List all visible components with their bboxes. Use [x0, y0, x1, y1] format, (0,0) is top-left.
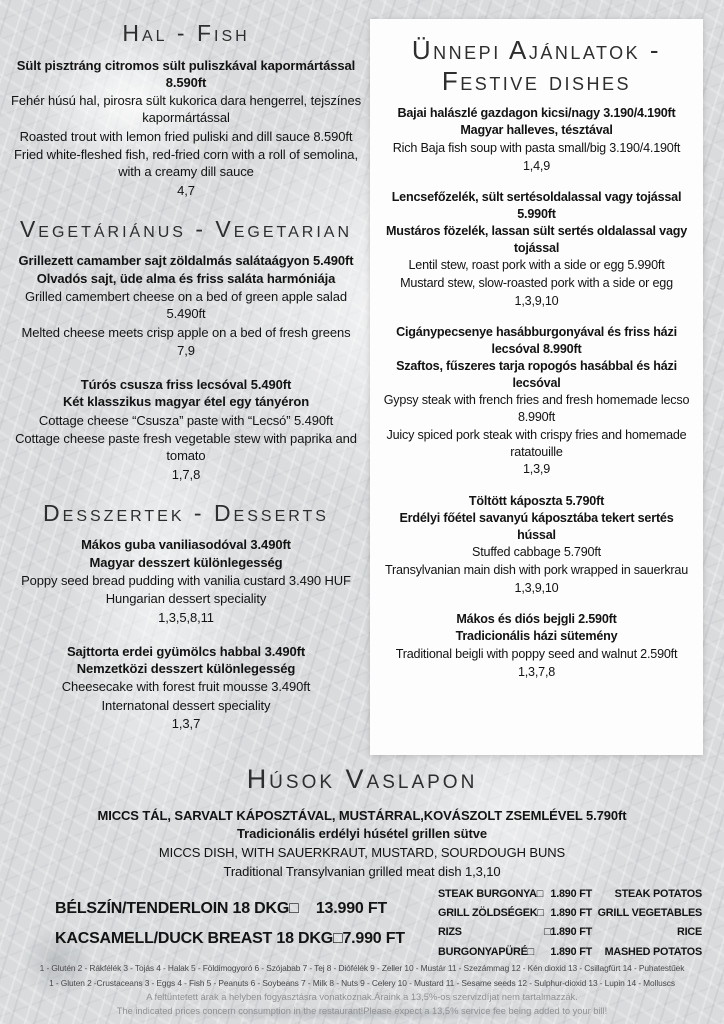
item-description-line: 1,3,7 — [171, 715, 201, 731]
price-row-label: MASHED POTATOS — [604, 945, 702, 958]
item-title-line: Sült pisztráng citromos sült puliszkával kapormártással 8.590ft — [16, 57, 356, 90]
item-description-line: Rich Baja fish soup with pasta small/big 3.190/4.190ft — [392, 140, 681, 155]
festive-title-line1: Ünnepi Ajánlatok - — [411, 35, 662, 65]
item-description-line: Internatonal dessert speciality — [101, 697, 271, 713]
item-description-line: Transylvanian main dish with pork wrapped in sauerkrau — [384, 563, 689, 577]
price-row — [55, 924, 405, 954]
price-row — [594, 923, 702, 942]
fish-items — [8, 57, 364, 199]
menu-item — [8, 643, 364, 732]
menu-item — [8, 57, 364, 199]
price-row-label: BÉLSZÍN/TENDERLOIN 18 DKG□ — [55, 900, 299, 917]
menu-item — [381, 324, 692, 478]
price-row-label: STEAK POTATOS — [614, 888, 702, 900]
price-row — [594, 885, 702, 904]
festive-title-line2: Festive dishes — [441, 66, 632, 97]
left-column — [8, 20, 364, 749]
menu-item — [381, 493, 692, 596]
price-row — [55, 894, 387, 924]
price-list-sides-en — [594, 885, 702, 962]
item-title-line: Két klasszikus magyar étel egy tányéron — [62, 394, 310, 410]
price-row-label: RICE — [677, 926, 702, 939]
desserts-items — [8, 536, 364, 732]
menu-item — [381, 105, 692, 174]
item-description-line: Traditional Transylvanian grilled meat dish 1,3,10 — [223, 864, 501, 880]
item-description-line: Melted cheese meets crisp apple on a bed of fresh greens — [21, 324, 351, 340]
item-description-line: Cottage cheese “Csusza” paste with “Lecsó” 5.490ft — [38, 412, 334, 428]
item-description-line: Juicy spiced pork steak with crispy fries and homemade ratatouille — [386, 427, 687, 459]
item-description-line: Mustard stew, slow-roasted pork with a side or egg — [400, 275, 673, 290]
price-row-label: RIZS — [438, 926, 462, 939]
item-title-line: Olvadós sajt, üde alma és friss saláta harmóniája — [36, 270, 336, 286]
price-list-mains — [55, 894, 405, 953]
price-row-value: □1.890 FT — [544, 926, 592, 939]
item-description-line: Hungarian dessert speciality — [105, 591, 267, 607]
menu-item — [381, 189, 692, 309]
item-description-line: 1,3,5,8,11 — [158, 609, 214, 625]
item-description-line: MICCS DISH, WITH SAUERKRAUT, MUSTARD, SOURDOUGH BUNS — [158, 845, 566, 861]
festive-items — [381, 105, 692, 680]
section-title-vegetarian: Vegetáriánus - Vegetarian — [19, 215, 353, 242]
footer — [0, 961, 724, 1018]
item-title-line: Sajttorta erdei gyümölcs habbal 3.490ft — [66, 643, 306, 659]
menu-item — [8, 252, 364, 359]
item-description-line: Fried white-fleshed fish, red-fried corn with a roll of semolina, with a creamy dill sauce — [14, 147, 358, 180]
item-description-line: Fehér húsú hal, pirosra sült kukorica dara hengerrel, tejszínes kapormártással — [11, 93, 361, 126]
item-description-line: Gypsy steak with french fries and fresh homemade lecso 8.990ft — [383, 393, 690, 425]
festive-panel — [370, 19, 703, 755]
item-description-line: 7,9 — [177, 342, 195, 358]
price-list-sides-hu — [438, 885, 592, 962]
section-title-desserts: Desszertek - Desserts — [43, 499, 329, 526]
meats-items — [42, 807, 682, 881]
allergen-legend-hu: 1 - Glutén 2 - Rákfélék 3 - Tojás 4 - Halak 5 - Földimogyoró 6 - Szójabab 7 - Tej 8 - Diófélék 9 - Zeller 10 - Mustár 11 - Szezámmag 12 - Kén dioxid 13 - Csillagfürt 14 - Puhatestűek — [39, 963, 685, 973]
item-title-line: Bajai halászlé gazdagon kicsi/nagy 3.190/4.190ft — [397, 106, 676, 121]
item-description-line: 1,3,7,8 — [517, 664, 556, 679]
price-row — [438, 943, 592, 962]
meats-section — [42, 763, 682, 898]
item-title-line: Magyar desszert különlegesség — [89, 554, 283, 570]
price-row-label: STEAK BURGONYA□ — [438, 888, 544, 900]
price-row-label: KACSAMELL/DUCK BREAST 18 DKG — [55, 929, 333, 947]
price-row-value: 1.890 FT — [550, 945, 592, 958]
price-row-label: BURGONYAPÜRÉ□ — [438, 945, 534, 958]
item-title-line: Tradicionális házi sütemény — [455, 629, 618, 644]
price-row — [594, 904, 702, 923]
item-title-line: Mákos guba vaniliasodóval 3.490ft — [81, 537, 291, 553]
price-row-value: 1.890 FT — [550, 888, 592, 900]
item-title-line: Túrós csusza friss lecsóval 5.490ft — [80, 377, 292, 393]
festive-title — [381, 35, 692, 97]
item-description-line: 1,3,9 — [522, 462, 550, 477]
item-description-line: 1,3,9,10 — [514, 580, 559, 595]
price-row-value: 13.990 FT — [315, 900, 387, 917]
item-title-line: Tradicionális erdélyi húsétel grillen sütve — [236, 826, 487, 842]
item-description-line: Grilled camembert cheese on a bed of green apple salad 5.490ft — [25, 289, 347, 322]
price-row — [438, 904, 592, 923]
menu-item — [8, 376, 364, 483]
item-description-line: Stuffed cabbage 5.790ft — [472, 545, 601, 560]
item-title-line: Lencsefőzelék, sült sertésoldalassal vagy tojással 5.990ft — [391, 190, 682, 222]
price-note-hu: A feltüntetett árak a helyben fogyasztásra vonatkoznak.Áraink a 13,5%-os szervizdíjat nem tartalmazzák. — [146, 992, 578, 1003]
item-title-line: Magyar halleves, tésztával — [460, 123, 613, 138]
item-title-line: MICCS TÁL, SARVALT KÁPOSZTÁVAL, MUSTÁRRAL,KOVÁSZOLT ZSEMLÉVEL 5.790ft — [97, 808, 627, 824]
item-title-line: Mustáros fözelék, lassan sült sertés oldalassal vagy tojással — [385, 223, 688, 255]
item-title-line: Nemzetközi desszert különlegesség — [76, 661, 296, 677]
item-description-line: Roasted trout with lemon fried puliski and dill sauce 8.590ft — [19, 128, 353, 144]
item-title-line: Szaftos, fűszeres tarja ropogós hasábbal és házi lecsóval — [396, 358, 677, 390]
allergen-legend-en: 1 - Gluten 2 -Crustaceans 3 - Eggs 4 - Fish 5 - Peanuts 6 - Soybeans 7 - Milk 8 - Nuts 9 - Celery 10 - Mustard 11 - Sesame seeds 12 - Sulphur-dioxid 13 - Lupin 14 - Molluscs — [49, 978, 675, 989]
section-title-meats: Húsok Vaslapon — [246, 764, 478, 794]
item-description-line: 1,4,9 — [522, 158, 550, 173]
item-title-line: Grillezett camamber sajt zöldalmás salátaágyon 5.490ft — [18, 253, 354, 269]
item-title-line: Mákos és diós bejgli 2.590ft — [456, 612, 617, 627]
menu-item — [381, 611, 692, 680]
item-title-line: Cigánypecsenye hasábburgonyával és friss házi lecsóval 8.990ft — [396, 325, 677, 357]
price-row — [438, 923, 592, 942]
item-description-line: Traditional beigli with poppy seed and walnut 2.590ft — [395, 646, 678, 661]
price-note-en: The indicated prices concern consumption in the restaurant!Please expect a 13,5% service fee being added to your bill! — [116, 1005, 608, 1016]
item-description-line: 1,3,9,10 — [514, 293, 559, 308]
price-row-value: □7.990 FT — [332, 929, 405, 947]
vegetarian-items — [8, 252, 364, 482]
item-description-line: Lentil stew, roast pork with a side or egg 5.990ft — [408, 258, 665, 273]
item-description-line: Cheesecake with forest fruit mousse 3.490ft — [61, 679, 311, 695]
item-description-line: Poppy seed bread pudding with vanilia custard 3.490 HUF — [21, 572, 351, 588]
item-description-line: Cottage cheese paste fresh vegetable stew with paprika and tomato — [15, 430, 357, 464]
item-title-line: Töltött káposzta 5.790ft — [468, 494, 605, 509]
price-row — [438, 885, 592, 904]
price-row — [594, 943, 702, 962]
section-title-fish: Hal - Fish — [122, 20, 250, 46]
menu-item — [42, 807, 682, 881]
item-title-line: Erdélyi főétel savanyú káposztába tekert sertés hússal — [399, 510, 674, 542]
price-row-value: 1.890 FT — [550, 907, 592, 920]
item-description-line: 1,7,8 — [171, 466, 201, 482]
item-description-line: 4,7 — [177, 182, 195, 198]
price-row-label: GRILL VEGETABLES — [597, 907, 702, 920]
price-row-label: GRILL ZÖLDSÉGEK□ — [438, 907, 544, 920]
menu-item — [8, 536, 364, 625]
